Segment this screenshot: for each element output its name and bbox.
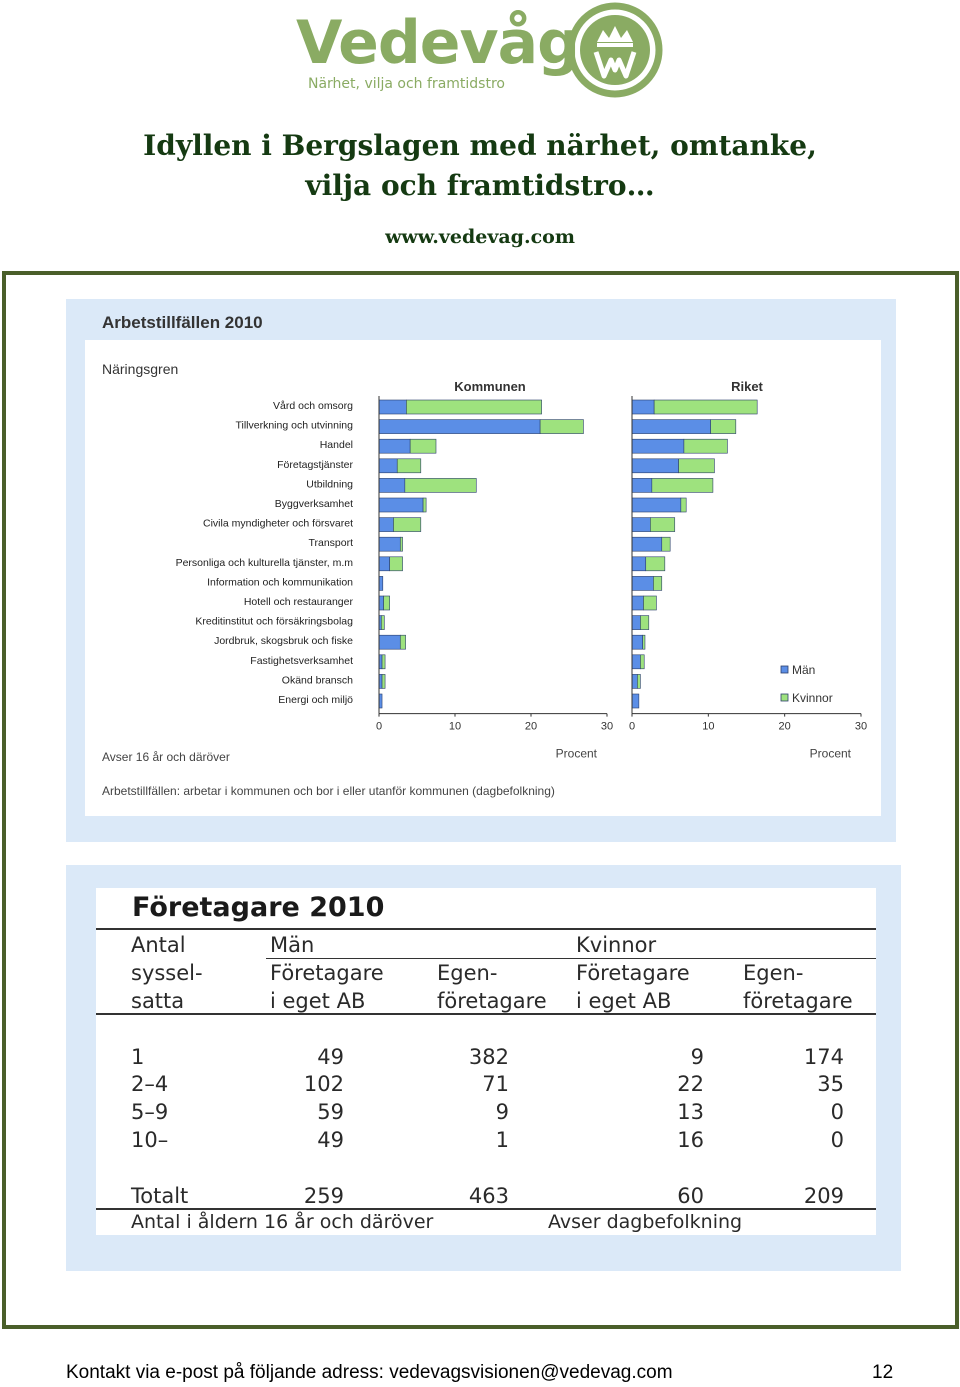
bar-kvinnor [684,439,728,453]
legend-label: Män [792,663,816,677]
x-tick-label: 0 [375,720,383,733]
footer-contact: Kontakt via e-post på följande adress: vedevagsvisionen@vedevag.com [66,1362,673,1383]
bar-kvinnor [423,498,426,512]
x-axis-label: Procent [555,746,597,761]
category-label: Företagstjänster [277,458,353,471]
x-tick-label: 20 [778,720,791,733]
headline-line-2: vilja och framtidstro… [305,169,655,202]
bar-kvinnor [652,478,713,492]
header-kv-ab-1: Företagare [576,961,690,985]
category-label: Utbildning [306,478,353,491]
row-2-kv-egen: 35 [817,1072,844,1096]
website-link[interactable]: www.vedevag.com [385,226,575,248]
entrepreneurs-table [96,888,876,1235]
employment-chart [85,313,881,816]
category-label: Fastighetsverksamhet [250,654,353,667]
x-axis-label: Procent [809,746,851,761]
row-4-kv-ab: 16 [677,1128,704,1152]
header-group-man: Män [270,933,315,957]
category-label: Tillverkning och utvinning [235,419,353,432]
bar-kvinnor [646,557,665,571]
header-man-ab-2: i eget AB [270,989,366,1013]
row-1-kv-egen: 174 [803,1045,844,1069]
bar-man [379,557,390,571]
vedevag-logo [292,2,672,102]
bar-man [379,459,397,473]
page-headline [0,126,960,206]
row-2-label: 2–4 [131,1072,169,1096]
bar-kvinnor [397,459,421,473]
row-4-label: 10– [131,1128,169,1152]
bar-man [379,498,423,512]
bar-man [632,537,662,551]
row-3-man-egen: 9 [495,1100,509,1124]
bar-man [379,576,383,590]
bar-man [379,596,384,610]
bar-man [632,459,679,473]
bar-man [632,518,650,532]
header-kv-egen-2: företagare [743,989,853,1013]
row-2-kv-ab: 22 [677,1072,704,1096]
total-kv-ab: 60 [677,1184,704,1208]
header-group-kvinnor: Kvinnor [576,933,657,957]
row-4-man-egen: 1 [495,1128,509,1152]
bar-man [632,439,684,453]
bar-kvinnor [662,537,670,551]
x-tick-label: 0 [628,720,636,733]
row-1-man-ab: 49 [317,1045,344,1069]
x-tick-label: 30 [600,720,614,733]
crown-emblem-icon [567,2,663,98]
page-number: 12 [872,1362,894,1383]
bar-man [379,400,406,414]
x-tick-label: 20 [524,720,538,733]
bar-man [379,439,410,453]
bar-kvinnor [400,635,405,649]
category-label: Handel [319,439,353,452]
row-3-label: 5–9 [131,1100,169,1124]
bar-man [632,400,654,414]
total-man-ab: 259 [303,1184,344,1208]
table-footnote-age: Antal i åldern 16 år och däröver [131,1211,434,1233]
row-1-label: 1 [131,1045,145,1069]
row-1-man-egen: 382 [468,1045,509,1069]
bar-man [632,674,637,688]
bar-man [632,576,653,590]
bar-kvinnor [643,635,645,649]
bar-man [379,635,400,649]
bar-kvinnor [643,596,656,610]
category-label: Personliga och kulturella tjänster, m.m [175,556,353,569]
category-label: Civila myndigheter och försvaret [203,517,353,530]
x-tick-label: 10 [702,720,715,733]
bar-man [632,596,643,610]
total-man-egen: 463 [468,1184,509,1208]
bar-man [379,478,405,492]
table-title: Företagare 2010 [132,892,385,923]
row-3-kv-ab: 13 [677,1100,704,1124]
bar-kvinnor [681,498,686,512]
chart-area [85,313,881,816]
category-label: Energi och miljö [278,694,353,706]
bar-man [379,420,540,434]
bar-kvinnor [406,400,541,414]
header-man-ab-1: Företagare [270,961,384,985]
category-label: Hotell och restauranger [243,596,353,608]
bar-kvinnor [637,674,640,688]
category-label: Byggverksamhet [274,498,353,510]
headline-line-1: Idyllen i Bergslagen med närhet, omtanke, [143,129,817,162]
bar-man [632,557,646,571]
row-1-kv-ab: 9 [690,1045,704,1069]
row-4-man-ab: 49 [317,1128,344,1152]
category-label: Vård och omsorg [273,400,353,412]
chart-note-age: Avser 16 år och däröver [102,750,230,764]
bar-kvinnor [382,655,385,669]
bar-man [632,635,643,649]
category-label: Information och kommunikation [207,576,353,589]
row-4-kv-egen: 0 [830,1128,844,1152]
bar-man [632,498,681,512]
bar-kvinnor [400,537,402,551]
legend-swatch [781,666,788,673]
bar-kvinnor [640,616,648,630]
bar-kvinnor [653,576,661,590]
chart-subtitle: Näringsgren [102,361,179,377]
bar-man [632,616,640,630]
bar-man [632,420,711,434]
bar-man [379,537,400,551]
panel-name: Kommunen [454,379,526,394]
bar-man [379,518,393,532]
bar-kvinnor [679,459,715,473]
x-tick-label: 30 [854,720,868,733]
logo-wordmark: Vedevåg [296,8,580,78]
header-satta: satta [131,989,185,1013]
header-man-egen-2: företagare [437,989,547,1013]
chart-title: Arbetstillfällen 2010 [102,313,263,332]
table-footnote-day-population: Avser dagbefolkning [548,1211,743,1233]
bar-kvinnor [390,557,403,571]
category-label: Transport [308,537,353,550]
row-2-man-egen: 71 [482,1072,509,1096]
header-kv-egen-1: Egen- [743,961,804,985]
bar-kvinnor [711,420,736,434]
row-3-kv-egen: 0 [830,1100,844,1124]
category-label: Kreditinstitut och försäkringsbolag [195,615,353,628]
total-label: Totalt [131,1184,189,1208]
category-label: Jordbruk, skogsbruk och fiske [214,635,353,648]
bar-man [632,655,640,669]
row-3-man-ab: 59 [317,1100,344,1124]
table-rule-top [96,928,876,930]
header-antal: Antal [131,933,186,957]
header-man-egen-1: Egen- [437,961,498,985]
category-label: Okänd bransch [281,674,353,687]
bar-kvinnor [540,420,583,434]
bar-kvinnor [654,400,757,414]
header-kv-ab-2: i eget AB [576,989,672,1013]
bar-kvinnor [381,616,384,630]
bar-kvinnor [393,518,420,532]
bar-kvinnor [650,518,674,532]
header-syssel: syssel- [131,961,203,985]
table-rule-bottom [96,1208,876,1210]
bar-kvinnor [410,439,436,453]
row-2-man-ab: 102 [303,1072,344,1096]
category-labels [176,400,354,706]
legend-label: Kvinnor [792,691,833,705]
x-tick-label: 10 [448,720,462,733]
panel-name: Riket [731,379,763,394]
legend-swatch [781,694,788,701]
logo-tagline: Närhet, vilja och framtidstro [308,76,505,92]
bar-kvinnor [405,478,476,492]
total-kv-egen: 209 [803,1184,844,1208]
bar-kvinnor [640,655,644,669]
bar-kvinnor [382,674,385,688]
bar-man [632,694,639,708]
chart-note-definition: Arbetstillfällen: arbetar i kommunen och bor i eller utanför kommunen (dagbefolkning) [102,784,555,798]
bar-man [632,478,652,492]
bar-kvinnor [384,596,390,610]
chart-legend [781,663,833,705]
panel-kommunen [376,379,613,761]
